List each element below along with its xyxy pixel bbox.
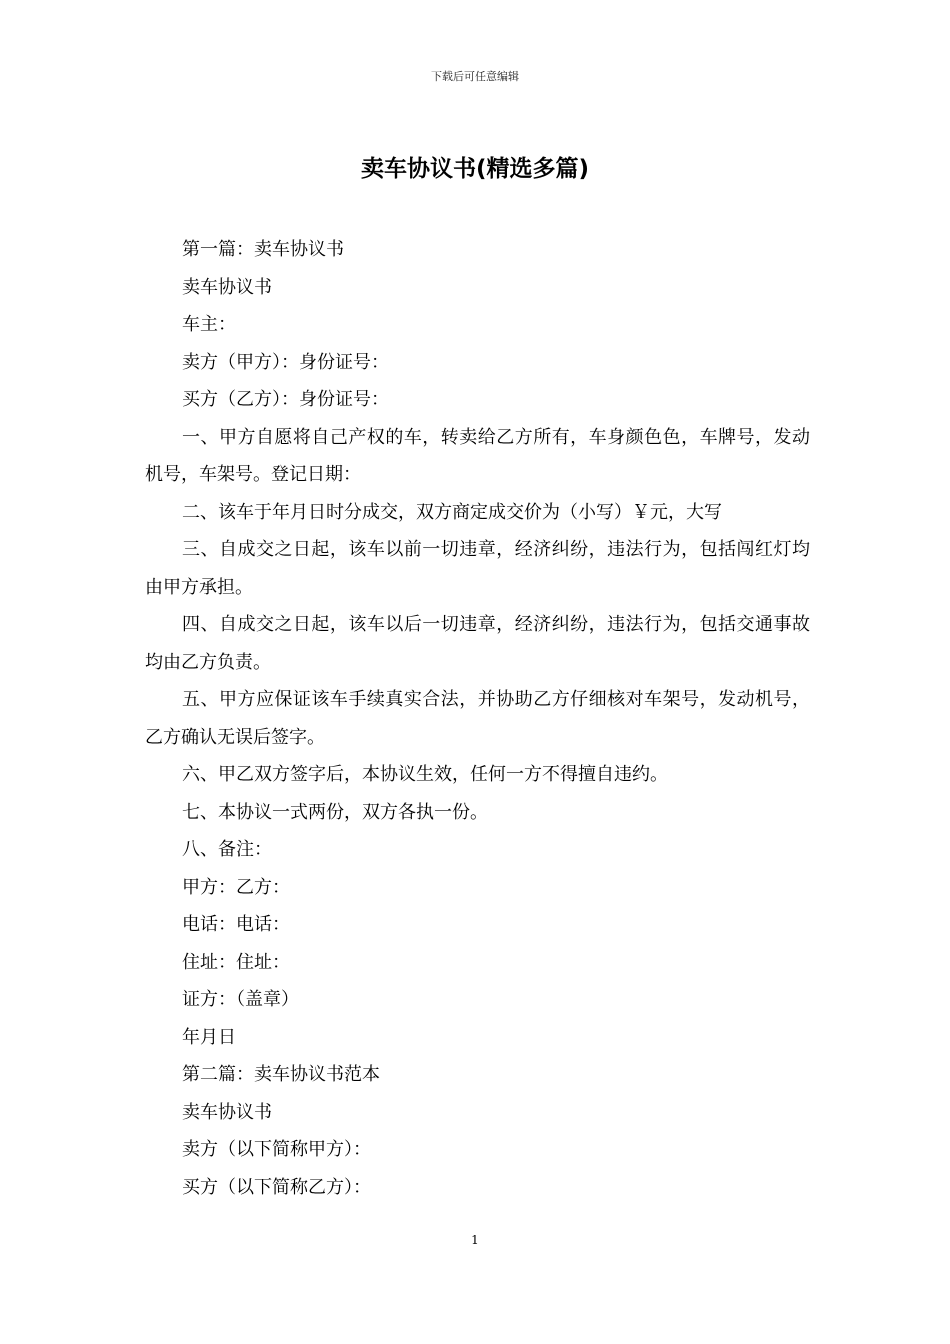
paragraph: 三、自成交之日起，该车以前一切违章，经济纠纷，违法行为，包括闯红灯均由甲方承担。 <box>145 539 810 598</box>
header-note: 下载后可任意编辑 <box>431 70 519 83</box>
paragraph: 车主： <box>182 314 236 335</box>
paragraph: 八、备注： <box>182 839 272 860</box>
paragraph: 第二篇：卖车协议书范本 <box>182 1064 380 1085</box>
paragraph: 七、本协议一式两份，双方各执一份。 <box>182 801 488 823</box>
document-title: 卖车协议书(精选多篇) <box>360 156 590 182</box>
paragraph: 五、甲方应保证该车手续真实合法，并协助乙方仔细核对车架号，发动机号，乙方确认无误后签字。 <box>145 689 810 748</box>
document-body <box>145 231 810 1206</box>
paragraph: 电话：电话： <box>182 914 290 935</box>
paragraph: 第一篇：卖车协议书 <box>182 239 344 260</box>
paragraph: 买方（以下简称乙方）： <box>182 1176 371 1198</box>
paragraph: 年月日 <box>182 1026 236 1048</box>
paragraph: 卖方（以下简称甲方）： <box>182 1139 371 1160</box>
paragraph: 卖方（甲方）：身份证号： <box>182 351 389 373</box>
paragraph: 买方（乙方）：身份证号： <box>182 389 389 410</box>
paragraph: 四、自成交之日起，该车以后一切违章，经济纠纷，违法行为，包括交通事故均由乙方负责。 <box>145 614 810 673</box>
paragraph: 甲方：乙方： <box>182 876 290 898</box>
paragraph: 住址：住址： <box>182 951 290 973</box>
paragraph: 二、该车于年月日时分成交，双方商定成交价为（小写）￥元，大写 <box>182 501 722 523</box>
page-number: 1 <box>471 1233 479 1247</box>
paragraph: 卖车协议书 <box>182 276 272 298</box>
paragraph: 证方：（盖章） <box>182 989 299 1010</box>
paragraph: 六、甲乙双方签字后，本协议生效，任何一方不得擅自违约。 <box>182 764 668 785</box>
paragraph: 卖车协议书 <box>182 1101 272 1123</box>
paragraph: 一、甲方自愿将自己产权的车，转卖给乙方所有，车身颜色色，车牌号，发动机号，车架号。登记日期： <box>145 426 810 485</box>
